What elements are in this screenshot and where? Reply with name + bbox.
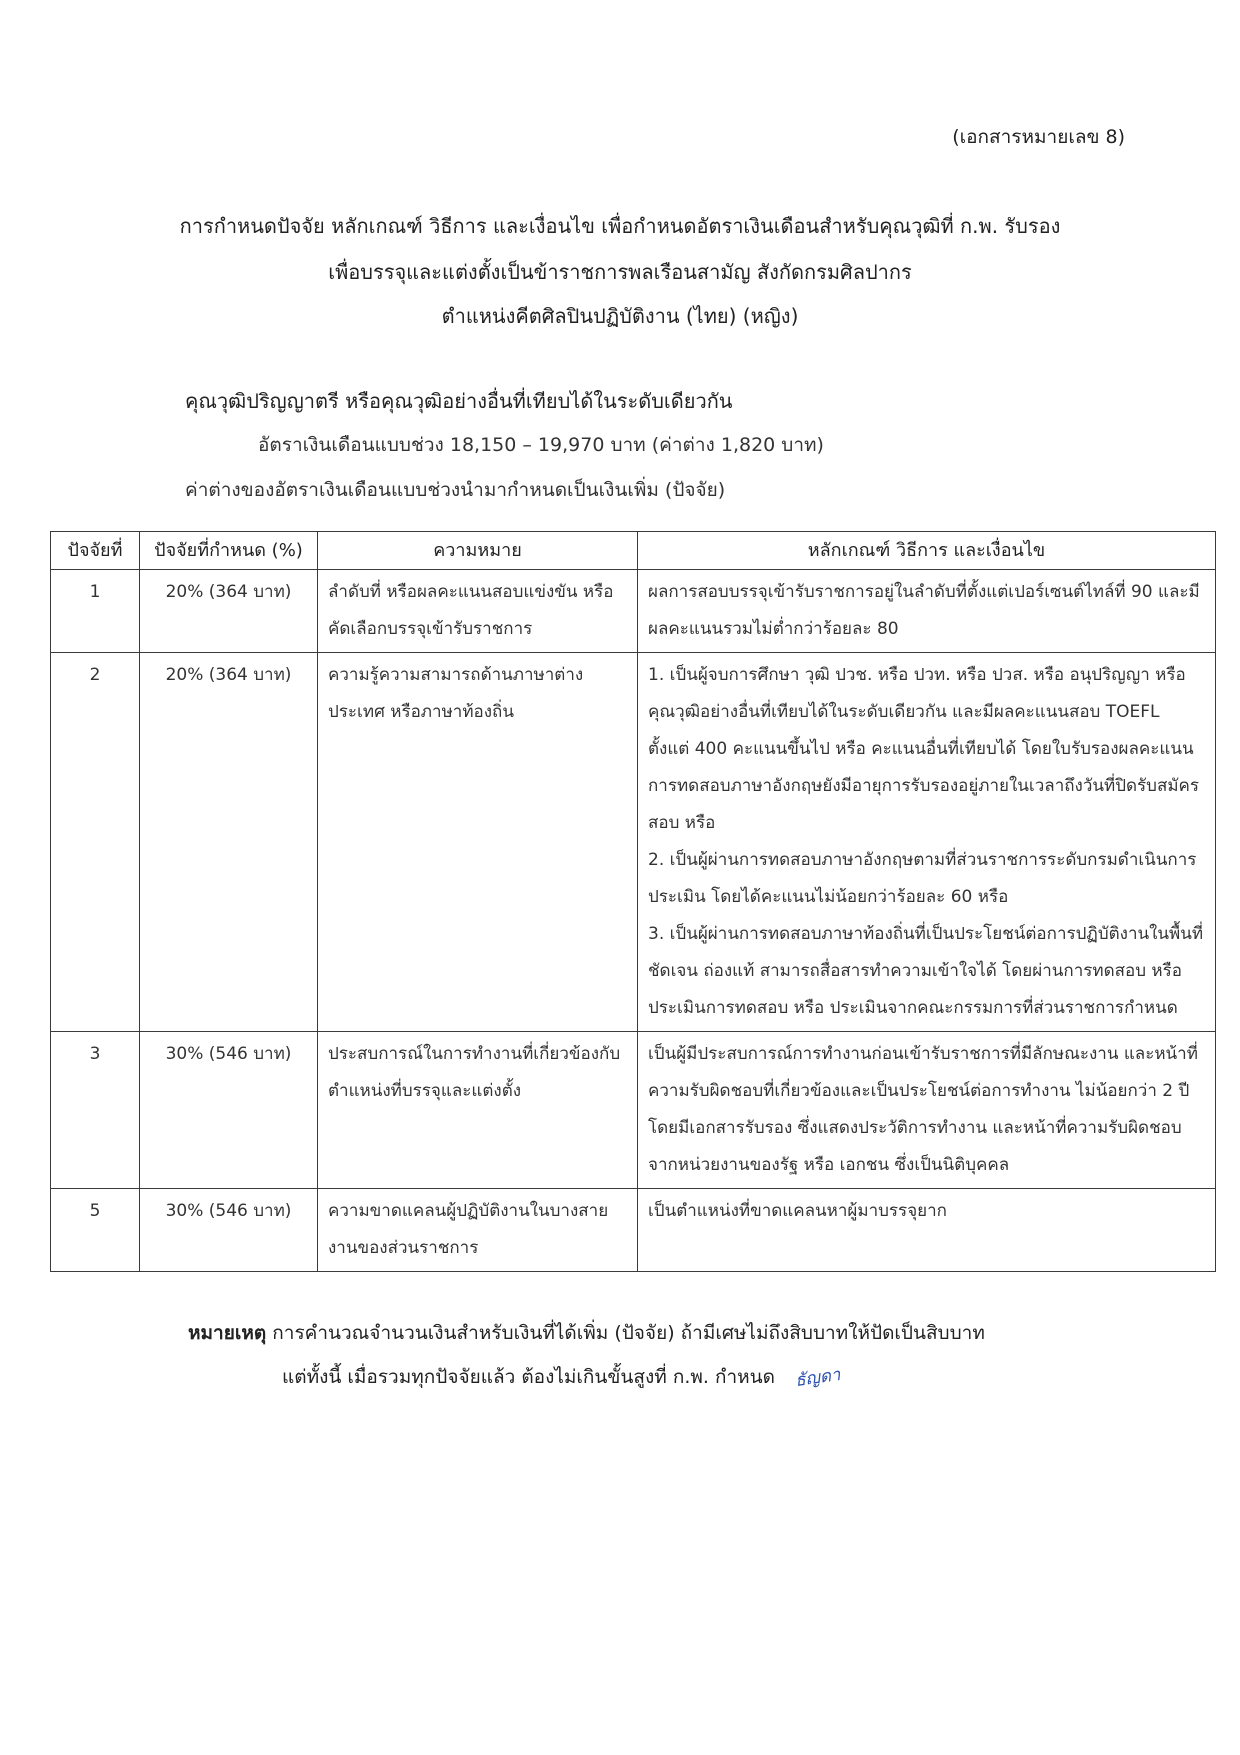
title-line-3: ตำแหน่งคีตศิลปินปฏิบัติงาน (ไทย) (หญิง) (441, 304, 799, 328)
document-number: (เอกสารหมายเลข 8) (952, 126, 1125, 148)
factor-no: 2 (51, 653, 140, 1032)
criteria-item: 1. เป็นผู้จบการศึกษา วุฒิ ปวช. หรือ ปวท. หรือ ปวส. หรือ อนุปริญญา หรือ คุณวุฒิอย่างอื่นที่เทียบได้ในระดับเดียวกัน และมีผลคะแนนสอบ TOEFL ตั้งแต่ 400 คะแนนขึ้นไป หรือ คะแนนอื่นที่เทียบได้ โดยใบรับรองผลคะแนนการทดสอบภาษาอังกฤษยังมีอายุการรับรองอยู่ภายในเวลาถึงวันที่ปิดรับสมัครสอบ หรือ (648, 665, 1200, 833)
criteria-item: ผลการสอบบรรจุเข้ารับราชการอยู่ในลำดับที่ตั้งแต่เปอร์เซนต์ไทล์ที่ 90 และมีผลคะแนนรวมไม่ต่ำกว่าร้อยละ 80 (648, 582, 1200, 639)
salary-range: อัตราเงินเดือนแบบช่วง 18,150 – 19,970 บาท (ค่าต่าง 1,820 บาท) (258, 434, 824, 456)
factor-meaning: ประสบการณ์ในการทำงานที่เกี่ยวข้องกับตำแหน่งที่บรรจุและแต่งตั้ง (318, 1032, 638, 1189)
criteria-item: เป็นตำแหน่งที่ขาดแคลนหาผู้มาบรรจุยาก (648, 1201, 947, 1221)
factor-percent: 20% (364 บาท) (140, 653, 318, 1032)
criteria-item: เป็นผู้มีประสบการณ์การทำงานก่อนเข้ารับราชการที่มีลักษณะงาน และหน้าที่ความรับผิดชอบที่เกี่ยวข้องและเป็นประโยชน์ต่อการทำงาน ไม่น้อยกว่า 2 ปี โดยมีเอกสารรับรอง ซึ่งแสดงประวัติการทำงาน และหน้าที่ความรับผิดชอบจากหน่วยงานของรัฐ หรือ เอกชน ซึ่งเป็นนิติบุคคล (648, 1044, 1198, 1175)
factor-no: 5 (51, 1189, 140, 1272)
factor-percent: 30% (546 บาท) (140, 1032, 318, 1189)
footnote-text: การคำนวณจำนวนเงินสำหรับเงินที่ได้เพิ่ม (ปัจจัย) ถ้ามีเศษไม่ถึงสิบบาทให้ปัดเป็นสิบบาท (272, 1322, 985, 1344)
difference-note: ค่าต่างของอัตราเงินเดือนแบบช่วงนำมากำหนดเป็นเงินเพิ่ม (ปัจจัย) (185, 479, 726, 501)
header-factor-no: ปัจจัยที่ (51, 532, 140, 570)
table-row (51, 1189, 1216, 1272)
footnote-label: หมายเหตุ (188, 1322, 267, 1344)
factor-meaning: ลำดับที่ หรือผลคะแนนสอบแข่งขัน หรือคัดเลือกบรรจุเข้ารับราชการ (318, 570, 638, 653)
criteria-item: 3. เป็นผู้ผ่านการทดสอบภาษาท้องถิ่นที่เป็นประโยชน์ต่อการปฏิบัติงานในพื้นที่ชัดเจน ถ่องแท้ สามารถสื่อสารทำความเข้าใจได้ โดยผ่านการทดสอบ หรือ ประเมินการทดสอบ หรือ ประเมินจากคณะกรรมการที่ส่วนราชการกำหนด (648, 924, 1204, 1018)
factor-criteria (638, 1032, 1216, 1189)
header-percent: ปัจจัยที่กำหนด (%) (140, 532, 318, 570)
footnote-line-1 (188, 1318, 985, 1348)
criteria-item: 2. เป็นผู้ผ่านการทดสอบภาษาอังกฤษตามที่ส่วนราชการระดับกรมดำเนินการประเมิน โดยได้คะแนนไม่น้อยกว่าร้อยละ 60 หรือ (648, 850, 1197, 907)
title-line-1: การกำหนดปัจจัย หลักเกณฑ์ วิธีการ และเงื่อนไข เพื่อกำหนดอัตราเงินเดือนสำหรับคุณวุฒิที่ ก.พ. รับรอง (179, 214, 1061, 238)
title-line-2: เพื่อบรรจุและแต่งตั้งเป็นข้าราชการพลเรือนสามัญ สังกัดกรมศิลปากร (328, 260, 912, 284)
header-criteria: หลักเกณฑ์ วิธีการ และเงื่อนไข (638, 532, 1216, 570)
table-row (51, 1032, 1216, 1189)
factor-no: 3 (51, 1032, 140, 1189)
table-header-row (51, 532, 1216, 570)
factor-percent: 20% (364 บาท) (140, 570, 318, 653)
factor-meaning: ความรู้ความสามารถด้านภาษาต่างประเทศ หรือภาษาท้องถิ่น (318, 653, 638, 1032)
factor-criteria (638, 1189, 1216, 1272)
table-row (51, 653, 1216, 1032)
table-row (51, 570, 1216, 653)
qualification-heading: คุณวุฒิปริญญาตรี หรือคุณวุฒิอย่างอื่นที่เทียบได้ในระดับเดียวกัน (185, 389, 733, 413)
header-meaning: ความหมาย (318, 532, 638, 570)
footnote-text-2: แต่ทั้งนี้ เมื่อรวมทุกปัจจัยแล้ว ต้องไม่เกินขั้นสูงที่ ก.พ. กำหนด (282, 1366, 776, 1388)
factor-meaning: ความขาดแคลนผู้ปฏิบัติงานในบางสายงานของส่วนราชการ (318, 1189, 638, 1272)
factor-percent: 30% (546 บาท) (140, 1189, 318, 1272)
factor-criteria (638, 570, 1216, 653)
factors-table (50, 531, 1216, 1272)
handwritten-signature: ธัญดา (793, 1364, 842, 1392)
factor-no: 1 (51, 570, 140, 653)
footnote-line-2 (282, 1362, 841, 1392)
factor-criteria (638, 653, 1216, 1032)
